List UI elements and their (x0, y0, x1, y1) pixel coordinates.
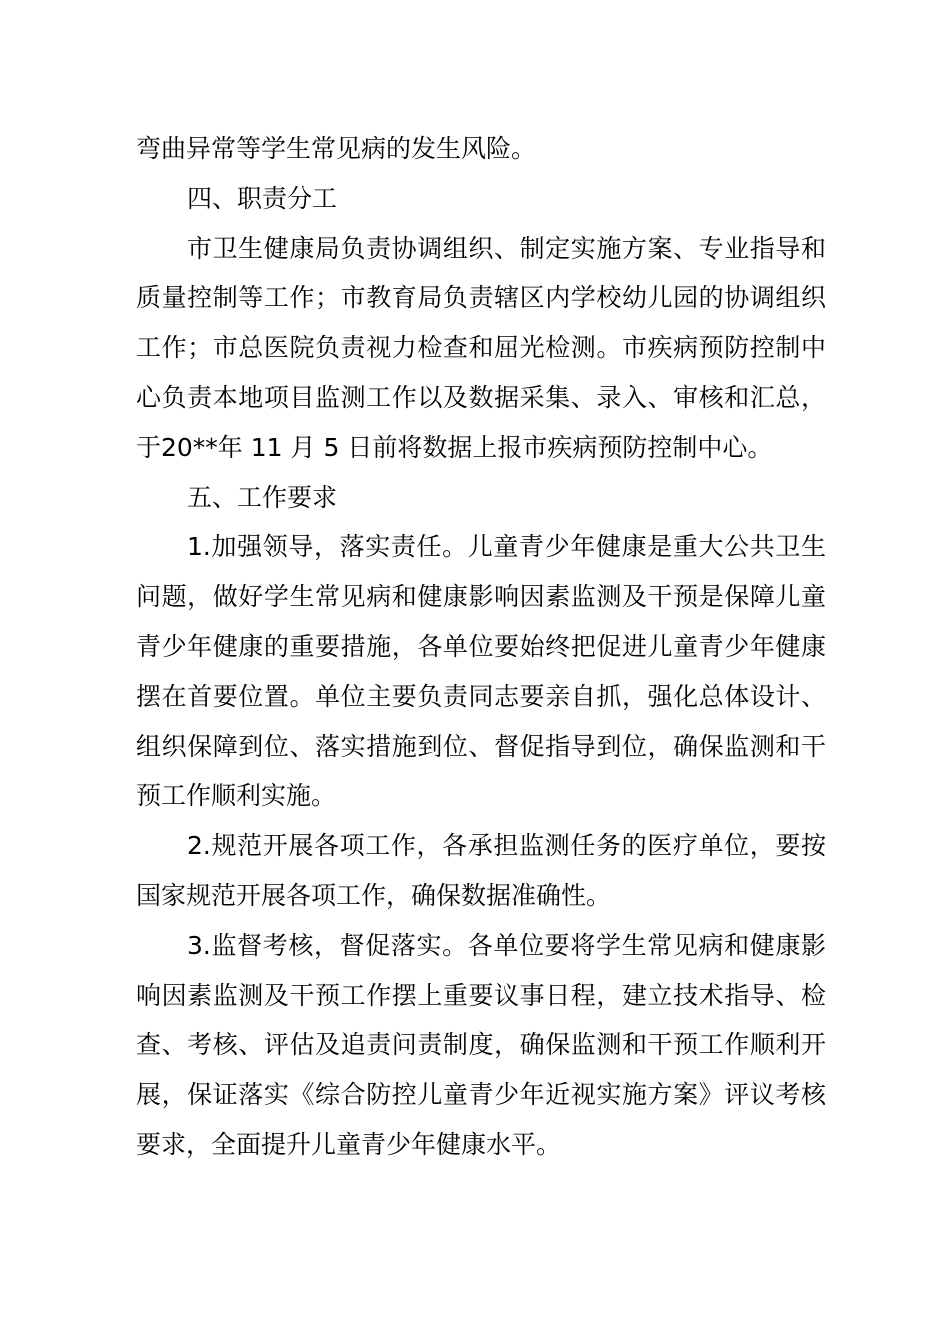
section-heading-responsibilities: 四、职责分工 (187, 183, 338, 213)
paragraph-continuation: 弯曲异常等学生常见病的发生风险。 (136, 134, 537, 163)
paragraph-requirement-3: 3.监督考核，督促落实。各单位要将学生常见病和健康影响因素监测及干预工作摆上重要议事日程，建立技术指导、检查、考核、评估及追责问责制度，确保监测和干预工作顺利开展，保证落实《综合防控儿童青少年近视实施方案》评议考核要求，全面提升儿童青少年健康水平。 (136, 930, 826, 1159)
document-body (136, 124, 826, 1170)
section-heading-requirements: 五、工作要求 (187, 482, 338, 512)
paragraph-requirement-2: 2.规范开展各项工作，各承担监测任务的医疗单位，要按国家规范开展各项工作，确保数据准确性。 (136, 831, 826, 910)
paragraph-responsibilities: 市卫生健康局负责协调组织、制定实施方案、专业指导和质量控制等工作；市教育局负责辖区内学校幼儿园的协调组织工作；市总医院负责视力检查和屈光检测。市疾病预防控制中心负责本地项目监测工作以及数据采集、录入、审核和汇总，于20**年 11 月 5 日前将数据上报市疾病预防控制中心。 (136, 233, 826, 462)
paragraph-requirement-1: 1.加强领导，落实责任。儿童青少年健康是重大公共卫生问题，做好学生常见病和健康影响因素监测及干预是保障儿童青少年健康的重要措施，各单位要始终把促进儿童青少年健康摆在首要位置。单位主要负责同志要亲自抓，强化总体设计、组织保障到位、落实措施到位、督促指导到位，确保监测和干预工作顺利实施。 (136, 532, 826, 811)
